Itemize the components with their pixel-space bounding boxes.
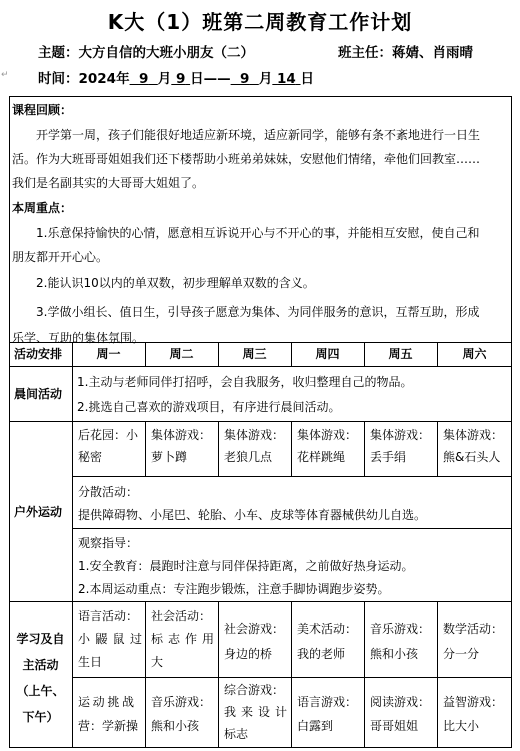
rule-games-col-3 <box>291 421 292 476</box>
rule-games-bottom <box>72 476 512 477</box>
study-row1-tue: 社会活动： 标志作用 大 <box>151 609 214 669</box>
outdoor-game-fri: 集体游戏： 丢手绢 <box>370 428 431 464</box>
focus-item-3-line-2: 乐学、互助的集体氛围。 <box>12 331 145 345</box>
time-line: 时间：2024年 9 月 9 日—— 9 月 14 日 <box>38 71 315 87</box>
study-row2-tue: 音乐游戏： 熊和小孩 <box>151 695 212 733</box>
rule-study2-col-3 <box>291 677 292 748</box>
outdoor-game-mon: 后花园：小 秘密 <box>78 428 139 464</box>
review-line-3: 我们是名副其实的大哥哥大姐姐了。 <box>12 176 205 190</box>
study-row1-sat: 数学活动： 分一分 <box>443 622 504 661</box>
outdoor-guide-2: 2.本周运动重点：专注跑步锻炼，注意手脚协调跑步姿势。 <box>78 582 390 596</box>
rule-header-bottom <box>9 366 512 367</box>
study-row1-fri: 音乐游戏： 熊和小孩 <box>370 622 431 661</box>
rule-games-col-2 <box>218 421 219 476</box>
paragraph-mark-icon: ↵ <box>1 70 9 80</box>
teacher-value: 蒋婧、肖雨晴 <box>392 45 473 61</box>
study-label: 学习及自 主活动 （上午、 下午） <box>16 632 65 724</box>
rule-study2-col-5 <box>437 677 438 748</box>
rule-games-col-5 <box>437 421 438 476</box>
outdoor-guide-1: 1.安全教育：晨跑时注意与同伴保持距离，之前做好热身运动。 <box>78 559 414 573</box>
outdoor-game-tue: 集体游戏： 萝卜蹲 <box>151 428 212 464</box>
rule-study1-col-3 <box>291 601 292 677</box>
rule-study1-col-5 <box>437 601 438 677</box>
header-tue: 周二 <box>169 347 194 361</box>
rule-study2-col-2 <box>218 677 219 748</box>
study-row2-thu: 语言游戏： 白露到 <box>297 695 358 733</box>
review-line-1: 开学第一周，孩子们能很好地适应新环境，适应新同学，能够有条不紊地进行一日生 <box>36 128 481 142</box>
review-heading: 课程回顾： <box>12 103 73 117</box>
header-wed: 周三 <box>242 347 267 361</box>
focus-item-1-line-1: 1.乐意保持愉快的心情，愿意相互诉说开心与不开心的事，并能相互安慰，使自己和 <box>36 226 480 240</box>
study-row1-wed: 社会游戏： 身边的桥 <box>224 622 285 661</box>
page-title: K大（1）班第二周教育工作计划 <box>107 10 413 34</box>
outdoor-scatter-title: 分散活动： <box>78 485 139 499</box>
outdoor-game-wed: 集体游戏： 老狼几点 <box>224 428 285 464</box>
focus-item-3-line-1: 3.学做小组长、值日生，引导孩子愿意为集体、为同伴服务的意识，互帮互助，形成 <box>36 305 480 319</box>
teacher-label: 班主任： <box>338 45 392 61</box>
time-label: 时间： <box>38 71 79 87</box>
study-row1-mon: 语言活动： 小鼹鼠过 生日 <box>78 609 142 669</box>
header-activity: 活动安排 <box>14 347 63 361</box>
rule-games-col-1 <box>145 421 146 476</box>
header-fri: 周五 <box>388 347 413 361</box>
rule-study1-col-1 <box>145 601 146 677</box>
outdoor-scatter-text: 提供障碍物、小尾巴、轮胎、小车、皮球等体育器械供幼儿自选。 <box>78 508 427 522</box>
header-thu: 周四 <box>315 347 340 361</box>
review-line-2: 活。作为大班哥哥姐姐我们还下楼帮助小班弟弟妹妹，安慰他们情绪，牵他们回教室…… <box>12 152 481 166</box>
theme-value: 大方自信的大班小朋友（二） <box>78 45 254 61</box>
theme-line <box>38 41 254 61</box>
header-sat: 周六 <box>462 347 487 361</box>
morning-line-1: 1.主动与老师同伴打招呼，会自我服务，收归整理自己的物品。 <box>77 375 413 389</box>
time-start-month: 9 <box>138 71 149 87</box>
rule-scatter-bottom <box>72 528 512 529</box>
study-row2-sat: 益智游戏： 比大小 <box>443 695 504 733</box>
rule-study2-col-1 <box>145 677 146 748</box>
intro-block <box>12 97 510 349</box>
morning-label: 晨间活动 <box>14 387 63 401</box>
study-row2-mon: 运动挑战 营：学新操 <box>78 695 139 733</box>
focus-heading: 本周重点： <box>12 201 73 215</box>
time-end-day: 14 <box>277 71 296 87</box>
theme-label: 主题： <box>38 45 79 61</box>
rule-label-column <box>72 342 73 748</box>
rule-study1-col-4 <box>364 601 365 677</box>
study-row2-fri: 阅读游戏： 哥哥姐姐 <box>370 695 431 733</box>
header-mon: 周一 <box>96 347 121 361</box>
time-year: 2024年 <box>78 71 130 87</box>
outdoor-guide-title: 观察指导： <box>78 536 139 550</box>
teacher-line <box>338 41 473 61</box>
rule-study1-col-2 <box>218 601 219 677</box>
study-row1-thu: 美术活动： 我的老师 <box>297 622 358 661</box>
outdoor-game-thu: 集体游戏： 花样跳绳 <box>297 428 358 464</box>
study-row2-wed: 综合游戏： 我来设计 标志 <box>224 683 287 741</box>
outdoor-game-sat: 集体游戏： 熊&石头人 <box>443 428 504 464</box>
focus-item-2: 2.能认识10以内的单双数，初步理解单双数的含义。 <box>36 276 315 290</box>
time-end-month: 9 <box>240 71 250 87</box>
time-start-day: 9 <box>176 71 186 87</box>
rule-study-mid <box>72 677 512 678</box>
rule-study2-col-4 <box>364 677 365 748</box>
morning-line-2: 2.挑选自己喜欢的游戏项目，有序进行晨间活动。 <box>77 400 341 414</box>
rule-games-col-4 <box>364 421 365 476</box>
outdoor-label: 户外运动 <box>14 505 63 519</box>
focus-item-1-line-2: 朋友都开开心心。 <box>12 250 109 264</box>
